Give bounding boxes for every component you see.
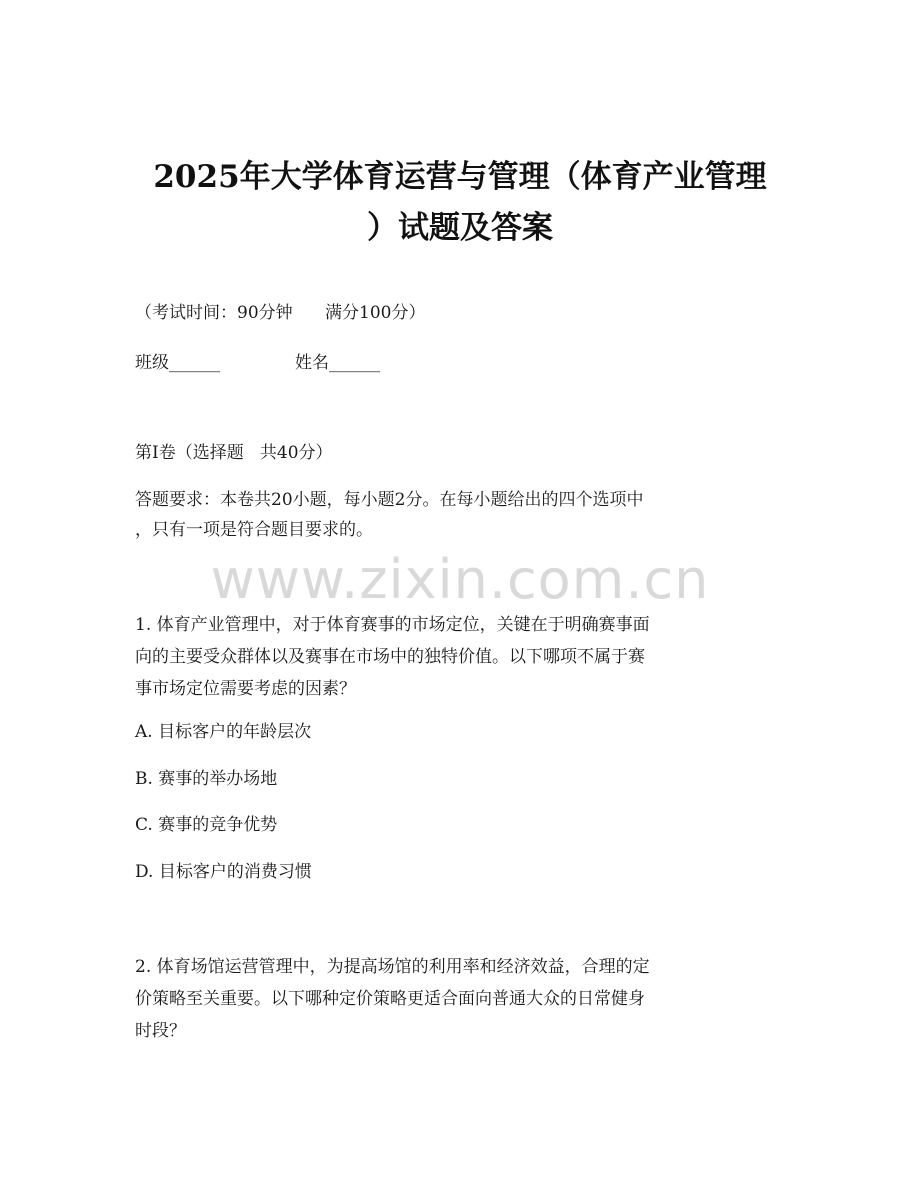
section-title: 第I卷（选择题 共40分） [135, 443, 333, 463]
name-field-label: 姓名______ [295, 353, 380, 373]
exam-info: （考试时间：90分钟 满分100分） [135, 303, 426, 323]
instructions-line-1: 答题要求：本卷共20小题，每小题2分。在每小题给出的四个选项中 [135, 490, 644, 510]
question-1-line-1: 1. 体育产业管理中，对于体育赛事的市场定位，关键在于明确赛事面 [135, 615, 650, 635]
class-field-label: 班级______ [135, 353, 220, 373]
question-2-line-3: 时段？ [135, 1021, 186, 1041]
question-1-line-2: 向的主要受众群体以及赛事在市场中的独特价值。以下哪项不属于赛 [135, 647, 645, 667]
question-2-line-2: 价策略至关重要。以下哪种定价策略更适合面向普通大众的日常健身 [135, 989, 645, 1009]
watermark: www.zixin.com.cn [210, 548, 710, 611]
question-1-line-3: 事市场定位需要考虑的因素？ [135, 679, 356, 699]
instructions-line-2: ，只有一项是符合题目要求的。 [135, 520, 373, 540]
question-2-line-1: 2. 体育场馆运营管理中，为提高场馆的利用率和经济效益，合理的定 [135, 957, 650, 977]
question-1-option-b: B. 赛事的举办场地 [135, 769, 278, 789]
document-title-line-2: ）试题及答案 [367, 210, 553, 246]
question-1-option-c: C. 赛事的竞争优势 [135, 815, 278, 835]
document-title-line-1: 2025年大学体育运营与管理（体育产业管理 [153, 159, 767, 195]
question-1-option-a: A. 目标客户的年龄层次 [135, 722, 312, 742]
question-1-option-d: D. 目标客户的消费习惯 [135, 862, 312, 882]
